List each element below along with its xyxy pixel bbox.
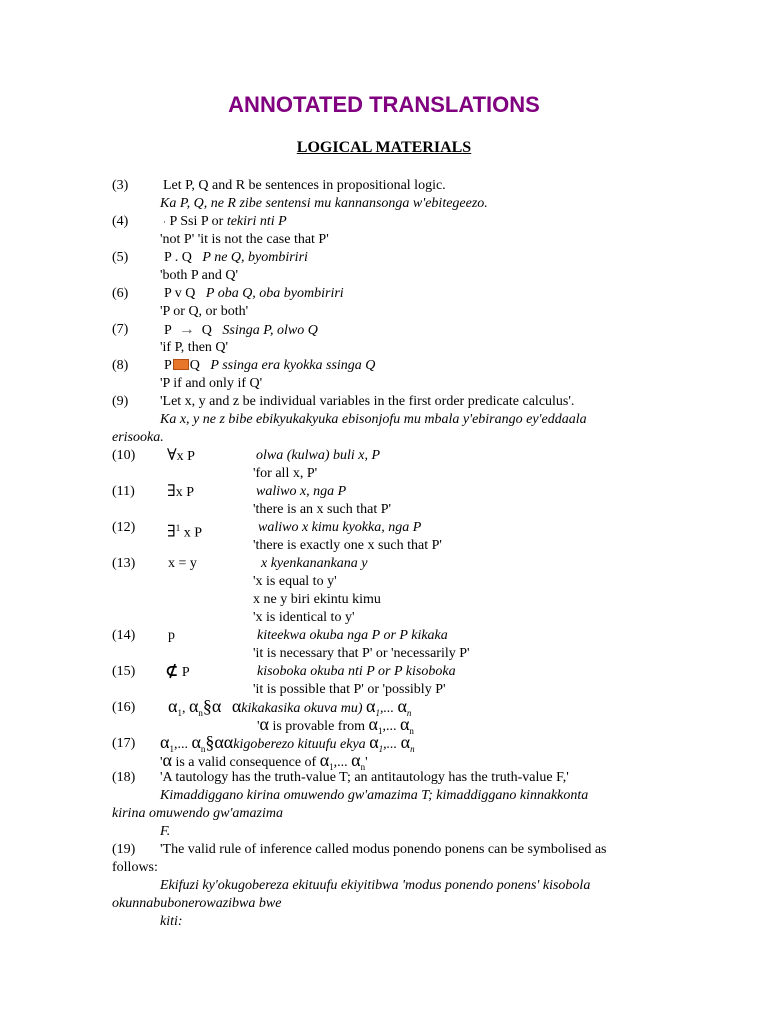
item-formula: [164, 321, 318, 340]
item-number: (6): [112, 286, 129, 301]
subscript: 1: [177, 707, 182, 718]
item-number: (19): [112, 842, 136, 857]
alpha-icon: α: [160, 732, 170, 752]
item-translation: Kimaddiggano kirina omuwendo gw'amazima T; kimaddiggano kinnakkonta: [160, 788, 589, 803]
formula-translation: waliwo x, nga P: [256, 484, 347, 499]
alpha-icon: α: [399, 714, 410, 734]
item-gloss: 'both P and Q': [160, 268, 239, 283]
subscript: 1: [377, 725, 383, 736]
alpha-icon: α: [397, 696, 407, 716]
item-number: (17): [112, 736, 136, 751]
item-text: follows:: [112, 860, 158, 875]
subscript: n: [409, 725, 414, 736]
subscript: n: [406, 707, 412, 718]
subscript: n: [200, 743, 206, 754]
item-gloss: 'P or Q, or both': [160, 304, 249, 319]
item-number: (12): [112, 520, 136, 535]
item-translation: kirina omuwendo gw'amazima: [112, 806, 283, 821]
item-number: (7): [112, 322, 129, 337]
item-translation: F.: [160, 824, 171, 839]
item-number: (18): [112, 770, 136, 785]
formula-translation: kikakasika okuva mu): [241, 701, 363, 716]
formula-translation: P oba Q, oba byombiriri: [205, 286, 344, 301]
subscript: n: [360, 761, 366, 772]
item-formula: [167, 483, 194, 502]
item-text: 'Let x, y and z be individual variables in the first order predicate calculus'.: [160, 394, 575, 409]
formula-text: P v Q: [164, 286, 196, 301]
formula-text: p: [168, 628, 175, 643]
uniqueness-superscript: 1: [175, 523, 181, 533]
formula-text: P . Q: [164, 250, 192, 265]
item-translation: okunnabubonerowazibwa bwe: [112, 896, 282, 911]
alpha-icon: α: [351, 750, 361, 770]
item-formula: [167, 519, 202, 543]
gloss-text: is provable from: [272, 719, 365, 734]
item-number: (3): [112, 178, 129, 193]
subscript: n: [410, 743, 415, 754]
item-formula: [167, 447, 195, 466]
item-text: 'A tautology has the truth-value T; an antitautology has the truth-value F,': [160, 770, 569, 785]
formula-translation: olwa (kulwa) buli x, P: [256, 448, 381, 463]
item-text: 'The valid rule of inference called modus ponendo ponens can be symbolised as: [160, 842, 607, 857]
quote-mark: ': [257, 719, 260, 734]
subscript: 1: [378, 743, 384, 754]
formula-translation: P ssinga era kyokka ssinga Q: [210, 358, 376, 373]
alpha-icon: α: [368, 714, 378, 734]
item-number: (9): [112, 394, 129, 409]
item-gloss: 'for all x, P': [253, 466, 318, 481]
quote-mark: ': [365, 755, 368, 770]
ellipsis: ,...: [333, 755, 348, 770]
alpha-icon: α: [259, 714, 269, 734]
item-formula: [163, 213, 287, 231]
formula-translation: kiteekwa okuba nga P or P kikaka: [257, 628, 448, 643]
item-gloss: 'there is an x such that P': [253, 502, 392, 517]
subscript: n: [198, 707, 203, 718]
subscript: 1: [375, 707, 380, 718]
item-formula: [164, 249, 308, 267]
formula-text: x P: [175, 485, 194, 500]
alpha-icon: α: [191, 732, 201, 752]
item-formula: [165, 663, 190, 682]
item-number: (5): [112, 250, 129, 265]
exists-icon: ∃: [167, 483, 176, 500]
item-number: (11): [112, 484, 135, 499]
formula-text: x P: [176, 449, 195, 464]
formula-p: P: [164, 358, 172, 373]
item-gloss: 'there is exactly one x such that P': [253, 538, 442, 553]
item-gloss: 'x is identical to y': [253, 610, 355, 625]
formula-text: P: [181, 665, 190, 680]
item-number: (4): [112, 214, 129, 229]
item-number: (8): [112, 358, 129, 373]
alpha-icon: α: [188, 696, 199, 716]
subscript: 1: [169, 743, 174, 754]
item-translation: Ka x, y ne z bibe ebikyukakyuka ebisonjofu mu mbala y'ebirango ey'eddaala: [160, 412, 587, 427]
item-formula: [164, 357, 375, 375]
subscript: 1: [329, 761, 334, 772]
turnstile-alpha: §αα: [205, 732, 234, 752]
biconditional-arrow-icon: [173, 359, 189, 370]
item-translation: erisooka.: [112, 430, 164, 445]
item-number: (10): [112, 448, 136, 463]
item-gloss: 'not P' 'it is not the case that P': [160, 232, 329, 247]
ellipsis: ,...: [173, 737, 188, 752]
gloss-text: is a valid consequence of: [175, 755, 317, 770]
formula-translation: x kyenkanankana y: [261, 556, 368, 571]
formula-translation: waliwo x kimu kyokka, nga P: [258, 520, 422, 535]
formula-translation: P ne Q, byombiriri: [202, 250, 308, 265]
formula-q: Q: [201, 323, 212, 338]
exists-unique-icon: ∃: [167, 523, 176, 541]
section-subtitle: LOGICAL MATERIALS: [296, 139, 472, 156]
formula-p: P: [164, 323, 172, 338]
ellipsis: ,...: [382, 719, 397, 734]
possibility-icon: ⊄: [165, 663, 179, 680]
formula-translation: Ssinga P, olwo Q: [222, 323, 318, 338]
item-formula: [164, 285, 344, 303]
formula-text: x = y: [168, 556, 197, 571]
alpha-icon: α: [231, 696, 242, 716]
item-gloss: 'it is necessary that P' or 'necessarily P': [253, 646, 470, 661]
comma: ,: [181, 701, 189, 716]
item-translation: kiti:: [160, 914, 183, 929]
item-number: (16): [112, 700, 136, 715]
alpha-icon: α: [168, 696, 178, 716]
item-gloss: 'it is possible that P' or 'possibly P': [253, 682, 446, 697]
ellipsis: ,...: [379, 701, 394, 716]
item-number: (14): [112, 628, 136, 643]
formula-translation: kigoberezo kituufu ekya: [233, 737, 366, 752]
item-gloss: 'if P, then Q': [160, 340, 229, 355]
ellipsis: ,...: [383, 737, 398, 752]
item-gloss: x ne y biri ekintu kimu: [253, 592, 381, 607]
item-number: (15): [112, 664, 136, 679]
formula-text: x P: [183, 525, 202, 541]
negation-symbol: ·: [163, 217, 166, 227]
alpha-icon: α: [400, 732, 411, 752]
formula-translation: tekiri nti P: [226, 214, 287, 229]
item-gloss: 'P if and only if Q': [160, 376, 263, 391]
item-number: (13): [112, 556, 136, 571]
formula-translation: kisoboka okuba nti P or P kisoboka: [257, 664, 456, 679]
item-translation: Ka P, Q, ne R zibe sentensi mu kannansonga w'ebitegeezo.: [160, 196, 488, 211]
turnstile-alpha: §α: [202, 696, 222, 716]
implication-arrow-icon: →: [178, 321, 195, 338]
page-title: ANNOTATED TRANSLATIONS: [228, 92, 540, 117]
quote-mark: ': [160, 755, 163, 770]
alpha-icon: α: [319, 750, 330, 770]
item-text: Let P, Q and R be sentences in propositional logic.: [163, 178, 446, 193]
formula-text: P Ssi P or: [169, 214, 224, 229]
forall-icon: ∀: [167, 447, 177, 464]
alpha-icon: α: [369, 732, 379, 752]
alpha-icon: α: [162, 750, 172, 770]
item-translation: Ekifuzi ky'okugobereza ekituufu ekiyitibwa 'modus ponendo ponens' kisobola: [160, 878, 591, 893]
formula-q: Q: [189, 358, 200, 373]
item-gloss: 'x is equal to y': [253, 574, 337, 589]
alpha-icon: α: [366, 696, 376, 716]
